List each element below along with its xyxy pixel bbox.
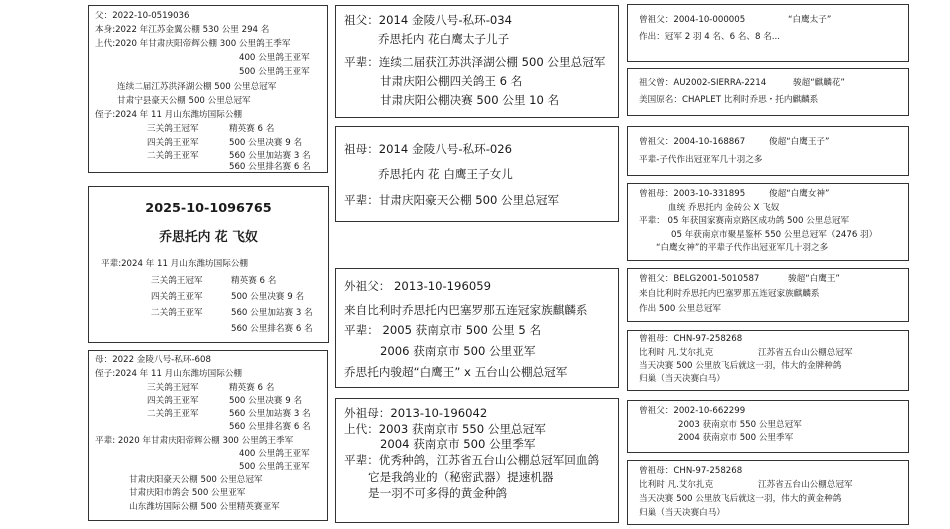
gg8-line-4: 归巢（当天决赛白马） — [639, 508, 725, 518]
father-r2-b: 500 公里决赛 9 名 — [229, 138, 303, 148]
gg3-line-1a: 曾祖父：2004-10-168867 — [639, 137, 746, 147]
mother-r4-b: 560 公里排名赛 6 名 — [229, 422, 311, 432]
mother-r3-b: 560 公里加站赛 3 名 — [229, 409, 311, 419]
gg5-line-1b: 骏超“白鹰王” — [788, 274, 840, 284]
main-r2-a: 四关鸽王亚军 — [151, 292, 203, 302]
gg6-line-3: 当天决赛 500 公里放飞后就这一羽，伟大的金牌种鸽 — [639, 361, 842, 371]
main-r1-b: 精英赛 6 名 — [231, 276, 277, 286]
pgm-header: 祖母：2014 金陵八号-私环-026 — [344, 142, 513, 156]
gg4-line-1a: 曾祖母：2003-10-331895 — [639, 189, 746, 199]
father-r3-b: 560 公里加站赛 3 名 — [229, 151, 311, 161]
mother-sibling-2: 400 公里鸽王亚军 — [239, 449, 310, 459]
father-r1-b: 精英赛 6 名 — [229, 124, 275, 134]
mgf-parents: 乔思托内骏超“白鹰王” x 五台山公棚总冠军 — [344, 365, 568, 379]
father-header: 父：2022-10-0519036 — [95, 11, 190, 21]
mother-sibling: 平辈: 2020 年甘肃庆阳帝辉公棚 300 公里鸽王季军 — [95, 436, 294, 446]
gg8-line-2b: 江苏省五台山公棚总冠军 — [758, 480, 853, 490]
father-card — [88, 5, 328, 173]
father-self-result: 本身:2022 年江苏金翼公棚 530 公里 294 名 — [95, 25, 270, 35]
gg1-line-1b: “白鹰太子” — [788, 15, 832, 25]
gg4-line-4: 05 年获南京市聚星鉴杯 550 公里总冠军（2476 羽） — [671, 230, 878, 240]
gg7-line-1: 曾祖父：2002-10-662299 — [639, 406, 746, 416]
pgm-sibling: 平辈：甘肃庆阳豪天公棚 500 公里总冠军 — [344, 193, 560, 207]
gg6-line-4: 归巢（当天决赛白马） — [639, 374, 725, 384]
father-nephew: 侄子:2024 年 11 月山东潍坊国际公棚 — [95, 110, 243, 120]
father-prev-2: 400 公里鸽王亚军 — [239, 53, 310, 63]
gg3-line-2: 平辈-子代作出冠亚军几十羽之多 — [639, 155, 763, 165]
gg2-line-1b: 骏超“麒麟花” — [793, 78, 845, 88]
main-bird-name: 乔思托内 花 飞奴 — [159, 230, 258, 245]
father-r2-a: 四关鸽王亚军 — [147, 138, 199, 148]
great-grandparent-4-card — [627, 183, 909, 261]
gg8-line-3: 当天决赛 500 公里放飞后就这一羽，伟大的黄金种鸽 — [639, 494, 842, 504]
great-grandparent-6-card — [627, 330, 909, 391]
father-prev-1: 上代:2020 年甘肃庆阳帝辉公棚 300 公里鸽王季军 — [95, 39, 291, 49]
mother-card — [88, 350, 328, 521]
maternal-grandmother-card — [335, 398, 619, 523]
gg6-line-2a: 比利时 凡.艾尔扎克 — [639, 348, 714, 358]
pgf-sibling-2: 甘肃庆阳公棚四关鸽王 6 名 — [380, 74, 523, 88]
gg8-line-1: 曾祖母：CHN-97-258268 — [639, 466, 743, 476]
great-grandparent-2-card — [627, 68, 909, 116]
gg1-line-1a: 曾祖父：2004-10-000005 — [639, 15, 746, 25]
mother-r1-a: 三关鸽王冠军 — [147, 383, 199, 393]
pgf-name: 乔思托内 花白鹰太子儿子 — [378, 32, 510, 46]
mgm-prev-2: 2004 获南京市 500 公里季军 — [380, 437, 536, 451]
main-bird-card — [88, 186, 329, 343]
gg7-line-2: 2003 获南京市 550 公里总冠军 — [678, 420, 802, 430]
gg4-line-5: “白鹰女神”的平辈子代作出冠亚军几十羽之多 — [656, 243, 829, 253]
gg5-line-3: 作出 500 公里总冠军 — [639, 304, 722, 314]
main-r2-b: 500 公里决赛 9 名 — [231, 292, 305, 302]
father-r1-a: 三关鸽王冠军 — [147, 124, 199, 134]
maternal-grandfather-card — [335, 268, 619, 388]
main-r4-b: 560 公里排名赛 6 名 — [231, 324, 313, 334]
gg4-line-2: 血统 乔思托内 金砖公 X 飞奴 — [668, 203, 780, 213]
gg2-line-2: 美国原名：CHAPLET 比利时乔思・托内麒麟系 — [639, 95, 819, 105]
mother-sibling-5: 甘肃庆阳市鸽会 500 公里亚军 — [129, 488, 246, 498]
gg6-line-2b: 江苏省五台山公棚总冠军 — [758, 348, 853, 358]
father-result-5: 甘肃宁县豪天公棚 500 公里总冠军 — [117, 96, 251, 106]
mother-r2-b: 500 公里决赛 9 名 — [229, 396, 303, 406]
main-ring-number: 2025-10-1096765 — [145, 201, 272, 216]
father-result-4: 连续二届江苏洪泽湖公棚 500 公里总冠军 — [117, 82, 277, 92]
mother-nephew: 侄子:2024 年 11 月山东潍坊国际公棚 — [95, 369, 243, 379]
mgm-sibling-3: 是一羽不可多得的黄金种鸽 — [368, 486, 508, 500]
pgf-sibling-1: 平辈：连续二届获江苏洪泽湖公棚 500 公里总冠军 — [344, 55, 606, 69]
mother-r3-a: 二关鸽王亚军 — [147, 409, 199, 419]
mgm-sibling-2: 它是我鸽业的（秘密武器）提速机器 — [368, 470, 554, 484]
mother-sibling-4: 甘肃庆阳豪天公棚 500 公里总冠军 — [129, 475, 263, 485]
mgm-header: 外祖母：2013-10-196042 — [344, 406, 488, 420]
mgf-sibling-1: 平辈： 2005 获南京市 500 公里 5 名 — [344, 323, 542, 337]
great-grandparent-5-card — [627, 268, 909, 322]
gg3-line-1b: 俊超“白鹰王子” — [769, 137, 830, 147]
mgf-sibling-2: 2006 获南京市 500 公里亚军 — [380, 344, 536, 358]
main-sibling: 平辈:2024 年 11 月山东潍坊国际公棚 — [101, 259, 249, 269]
mgf-header: 外祖父： 2013-10-196059 — [344, 279, 491, 293]
mother-r2-a: 四关鸽王亚军 — [147, 396, 199, 406]
great-grandparent-8-card — [627, 460, 909, 525]
main-r3-b: 560 公里加站赛 3 名 — [231, 308, 313, 318]
pgf-header: 祖父：2014 金陵八号-私环-034 — [344, 13, 513, 27]
father-prev-3: 500 公里鸽王亚军 — [239, 67, 310, 77]
mother-sibling-6: 山东潍坊国际公棚 500 公里精英赛亚军 — [129, 502, 280, 512]
gg7-line-3: 2004 获南京市 500 公里季军 — [678, 433, 794, 443]
gg5-line-2: 来自比利时乔思托内巴塞罗那五连冠家族麒麟系 — [639, 289, 820, 299]
paternal-grandfather-card — [335, 5, 619, 118]
great-grandparent-3-card — [627, 126, 909, 176]
gg1-line-2: 作出：冠军 2 羽 4 名、6 名、8 名... — [639, 32, 780, 42]
main-r3-a: 二关鸽王亚军 — [151, 308, 203, 318]
great-grandparent-1-card — [627, 4, 909, 62]
gg6-line-1: 曾祖母：CHN-97-258268 — [639, 334, 743, 344]
main-r1-a: 三关鸽王冠军 — [151, 276, 203, 286]
mother-r1-b: 精英赛 6 名 — [229, 383, 275, 393]
great-grandparent-7-card — [627, 400, 909, 453]
mgf-origin: 来自比利时乔思托内巴塞罗那五连冠家族麒麟系 — [344, 303, 588, 317]
mother-header: 母：2022 金陵八号-私环-608 — [95, 355, 211, 365]
mgm-sibling-1: 平辈：优秀种鸽，江苏省五台山公棚总冠军回血鸽 — [344, 453, 600, 467]
pgf-sibling-3: 甘肃庆阳公棚决赛 500 公里 10 名 — [380, 93, 560, 107]
gg8-line-2a: 比利时 凡.艾尔扎克 — [639, 480, 714, 490]
paternal-grandmother-card — [335, 126, 619, 222]
mgm-prev-1: 上代：2003 获南京市 550 公里总冠军 — [344, 422, 546, 436]
pgm-name: 乔思托内 花 白鹰王子女儿 — [378, 167, 513, 181]
gg4-line-1b: 俊超“白鹰女神” — [769, 189, 830, 199]
gg5-line-1a: 曾祖父：BELG2001-5010587 — [639, 274, 760, 284]
gg4-line-3: 平辈： 05 年获国家赛南京路区成功鸽 500 公里总冠军 — [639, 216, 850, 226]
mother-sibling-3: 500 公里鸽王亚军 — [239, 462, 310, 472]
gg2-line-1a: 祖父曾：AU2002-SIERRA-2214 — [639, 78, 767, 88]
father-r4-b: 560 公里排名赛 6 名 — [229, 162, 311, 172]
father-r3-a: 二关鸽王亚军 — [147, 151, 199, 161]
